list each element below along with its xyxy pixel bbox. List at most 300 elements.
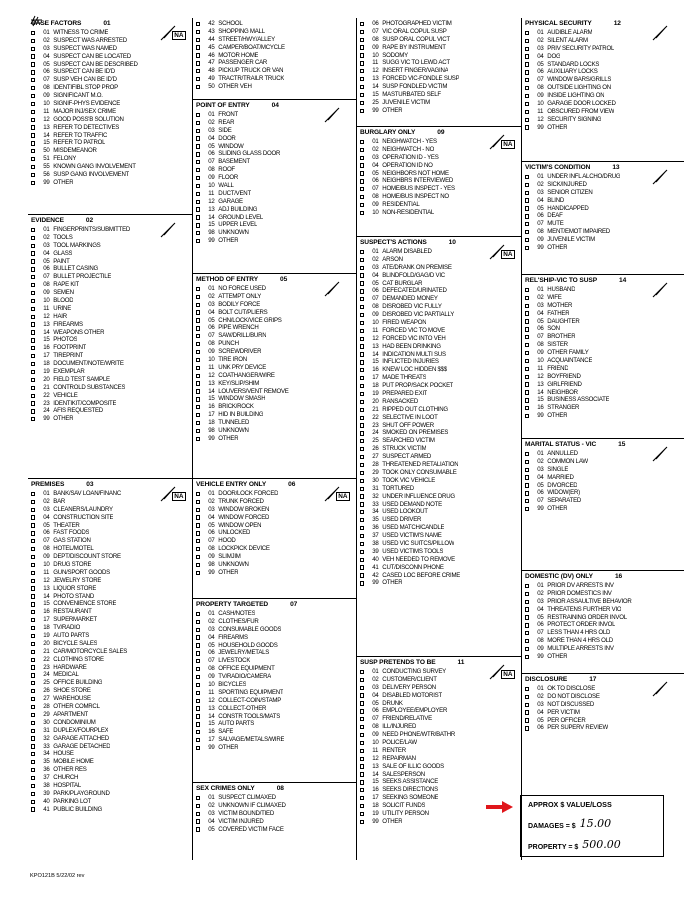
- checkbox[interactable]: [31, 39, 35, 43]
- checkbox[interactable]: [196, 144, 200, 148]
- checkbox[interactable]: [360, 542, 364, 546]
- checkbox-item[interactable]: [28, 608, 192, 616]
- checkbox[interactable]: [196, 61, 200, 65]
- checkbox[interactable]: [31, 228, 35, 232]
- checkbox[interactable]: [31, 658, 35, 662]
- na-box[interactable]: NA: [172, 31, 186, 40]
- checkbox[interactable]: [196, 397, 200, 401]
- checkbox[interactable]: [360, 494, 364, 498]
- checkbox[interactable]: [360, 344, 364, 348]
- checkbox-item[interactable]: [522, 228, 684, 236]
- checkbox[interactable]: [196, 326, 200, 330]
- checkbox[interactable]: [360, 266, 364, 270]
- checkbox[interactable]: [31, 594, 35, 598]
- checkbox-item[interactable]: [28, 68, 192, 76]
- checkbox[interactable]: [31, 299, 35, 303]
- checkbox-item[interactable]: [193, 301, 356, 309]
- checkbox-item[interactable]: [357, 319, 521, 327]
- checkbox-item[interactable]: [28, 305, 192, 313]
- checkbox-item[interactable]: [28, 313, 192, 321]
- checkbox-item[interactable]: [357, 209, 521, 217]
- checkbox[interactable]: [31, 157, 35, 161]
- checkbox-item[interactable]: [28, 155, 192, 163]
- checkbox-item[interactable]: [28, 774, 192, 782]
- checkbox[interactable]: [31, 618, 35, 622]
- checkbox[interactable]: [196, 643, 200, 647]
- checkbox[interactable]: [360, 757, 364, 761]
- checkbox[interactable]: [196, 295, 200, 299]
- checkbox-item[interactable]: [357, 548, 521, 556]
- checkbox[interactable]: [525, 703, 529, 707]
- checkbox[interactable]: [360, 518, 364, 522]
- checkbox[interactable]: [525, 647, 529, 651]
- checkbox[interactable]: [525, 592, 529, 596]
- checkbox-item[interactable]: [193, 610, 356, 618]
- checkbox-item[interactable]: [193, 174, 356, 182]
- checkbox-item[interactable]: [357, 731, 521, 739]
- checkbox-item[interactable]: [28, 258, 192, 266]
- checkbox-item[interactable]: [193, 506, 356, 514]
- checkbox[interactable]: [360, 796, 364, 800]
- checkbox-item[interactable]: [28, 368, 192, 376]
- checkbox[interactable]: [360, 502, 364, 506]
- checkbox[interactable]: [31, 386, 35, 390]
- checkbox[interactable]: [360, 30, 364, 34]
- checkbox[interactable]: [525, 206, 529, 210]
- checkbox[interactable]: [31, 125, 35, 129]
- checkbox[interactable]: [31, 47, 35, 51]
- checkbox-item[interactable]: [357, 715, 521, 723]
- checkbox-item[interactable]: [28, 344, 192, 352]
- checkbox[interactable]: [196, 746, 200, 750]
- checkbox-item[interactable]: [193, 198, 356, 206]
- checkbox-item[interactable]: [28, 514, 192, 522]
- checkbox[interactable]: [360, 203, 364, 207]
- checkbox[interactable]: [360, 487, 364, 491]
- checkbox[interactable]: [360, 187, 364, 191]
- checkbox-item[interactable]: [357, 771, 521, 779]
- checkbox[interactable]: [360, 101, 364, 105]
- checkbox-item[interactable]: [28, 782, 192, 790]
- checkbox-item[interactable]: [357, 778, 521, 786]
- checkbox[interactable]: [525, 639, 529, 643]
- checkbox-item[interactable]: [28, 695, 192, 703]
- checkbox-item[interactable]: [193, 649, 356, 657]
- checkbox-item[interactable]: [357, 295, 521, 303]
- checkbox[interactable]: [31, 362, 35, 366]
- checkbox[interactable]: [196, 635, 200, 639]
- checkbox-item[interactable]: [357, 99, 521, 107]
- na-box[interactable]: NA: [172, 492, 186, 501]
- na-box[interactable]: NA: [501, 670, 515, 679]
- checkbox[interactable]: [31, 62, 35, 66]
- checkbox-item[interactable]: [193, 166, 356, 174]
- checkbox[interactable]: [31, 118, 35, 122]
- checkbox[interactable]: [196, 366, 200, 370]
- checkbox[interactable]: [196, 508, 200, 512]
- checkbox[interactable]: [196, 374, 200, 378]
- checkbox-item[interactable]: [357, 107, 521, 115]
- checkbox-item[interactable]: [193, 332, 356, 340]
- checkbox-item[interactable]: [28, 281, 192, 289]
- checkbox-item[interactable]: [357, 83, 521, 91]
- checkbox-item[interactable]: [193, 736, 356, 744]
- checkbox-item[interactable]: [357, 201, 521, 209]
- checkbox-item[interactable]: [193, 28, 356, 36]
- checkbox[interactable]: [360, 179, 364, 183]
- checkbox[interactable]: [525, 175, 529, 179]
- checkbox-item[interactable]: [357, 508, 521, 516]
- checkbox[interactable]: [31, 776, 35, 780]
- checkbox[interactable]: [196, 215, 200, 219]
- checkbox-item[interactable]: [357, 437, 521, 445]
- checkbox-item[interactable]: [28, 632, 192, 640]
- checkbox-item[interactable]: [193, 340, 356, 348]
- checkbox[interactable]: [360, 281, 364, 285]
- checkbox-item[interactable]: [28, 593, 192, 601]
- checkbox[interactable]: [196, 168, 200, 172]
- checkbox[interactable]: [525, 507, 529, 511]
- checkbox[interactable]: [360, 258, 364, 262]
- checkbox-item[interactable]: [193, 403, 356, 411]
- checkbox[interactable]: [196, 45, 200, 49]
- checkbox[interactable]: [360, 400, 364, 404]
- checkbox-item[interactable]: [28, 616, 192, 624]
- checkbox-item[interactable]: [357, 453, 521, 461]
- checkbox[interactable]: [31, 689, 35, 693]
- checkbox-item[interactable]: [357, 75, 521, 83]
- checkbox[interactable]: [360, 148, 364, 152]
- checkbox-item[interactable]: [28, 61, 192, 69]
- checkbox[interactable]: [31, 354, 35, 358]
- checkbox-item[interactable]: [522, 318, 684, 326]
- checkbox[interactable]: [525, 191, 529, 195]
- checkbox-item[interactable]: [28, 790, 192, 798]
- checkbox[interactable]: [196, 714, 200, 718]
- checkbox[interactable]: [360, 510, 364, 514]
- property-value[interactable]: 500.00: [582, 838, 621, 851]
- checkbox[interactable]: [360, 463, 364, 467]
- checkbox[interactable]: [196, 722, 200, 726]
- checkbox[interactable]: [360, 297, 364, 301]
- checkbox[interactable]: [360, 431, 364, 435]
- checkbox-item[interactable]: [28, 798, 192, 806]
- checkbox[interactable]: [31, 500, 35, 504]
- checkbox-item[interactable]: [357, 52, 521, 60]
- checkbox[interactable]: [360, 329, 364, 333]
- checkbox[interactable]: [360, 305, 364, 309]
- checkbox-item[interactable]: [522, 84, 684, 92]
- checkbox-item[interactable]: [357, 564, 521, 572]
- checkbox-item[interactable]: [28, 679, 192, 687]
- checkbox[interactable]: [525, 499, 529, 503]
- checkbox[interactable]: [525, 359, 529, 363]
- checkbox[interactable]: [360, 69, 364, 73]
- checkbox-item[interactable]: [522, 701, 684, 709]
- checkbox-item[interactable]: [28, 53, 192, 61]
- checkbox[interactable]: [31, 768, 35, 772]
- checkbox-item[interactable]: [193, 372, 356, 380]
- checkbox[interactable]: [31, 681, 35, 685]
- checkbox-item[interactable]: [522, 717, 684, 725]
- checkbox-item[interactable]: [357, 351, 521, 359]
- checkbox[interactable]: [31, 673, 35, 677]
- checkbox-item[interactable]: [522, 45, 684, 53]
- checkbox[interactable]: [31, 236, 35, 240]
- checkbox-item[interactable]: [28, 600, 192, 608]
- checkbox[interactable]: [31, 705, 35, 709]
- checkbox-item[interactable]: [193, 728, 356, 736]
- checkbox[interactable]: [196, 381, 200, 385]
- checkbox[interactable]: [525, 246, 529, 250]
- checkbox-item[interactable]: [522, 61, 684, 69]
- checkbox-item[interactable]: [28, 806, 192, 814]
- checkbox-item[interactable]: [522, 53, 684, 61]
- checkbox[interactable]: [196, 85, 200, 89]
- checkbox-item[interactable]: [522, 474, 684, 482]
- checkbox-item[interactable]: [193, 794, 356, 802]
- checkbox-item[interactable]: [357, 272, 521, 280]
- checkbox[interactable]: [31, 665, 35, 669]
- checkbox[interactable]: [525, 367, 529, 371]
- checkbox-item[interactable]: [357, 556, 521, 564]
- checkbox-item[interactable]: [28, 132, 192, 140]
- checkbox-item[interactable]: [28, 687, 192, 695]
- checkbox[interactable]: [360, 423, 364, 427]
- checkbox[interactable]: [525, 62, 529, 66]
- checkbox[interactable]: [360, 250, 364, 254]
- checkbox[interactable]: [196, 342, 200, 346]
- checkbox[interactable]: [360, 109, 364, 113]
- checkbox[interactable]: [31, 346, 35, 350]
- checkbox-item[interactable]: [28, 171, 192, 179]
- checkbox-item[interactable]: [28, 376, 192, 384]
- checkbox[interactable]: [525, 78, 529, 82]
- checkbox-item[interactable]: [357, 692, 521, 700]
- checkbox[interactable]: [360, 171, 364, 175]
- checkbox[interactable]: [31, 86, 35, 90]
- checkbox[interactable]: [31, 181, 35, 185]
- checkbox[interactable]: [525, 726, 529, 730]
- checkbox-item[interactable]: [357, 162, 521, 170]
- checkbox-item[interactable]: [28, 569, 192, 577]
- checkbox[interactable]: [525, 406, 529, 410]
- checkbox[interactable]: [525, 335, 529, 339]
- checkbox-item[interactable]: [28, 147, 192, 155]
- checkbox-item[interactable]: [193, 182, 356, 190]
- checkbox-item[interactable]: [28, 336, 192, 344]
- checkbox[interactable]: [196, 691, 200, 695]
- checkbox-item[interactable]: [193, 59, 356, 67]
- checkbox-item[interactable]: [28, 750, 192, 758]
- checkbox-item[interactable]: [28, 545, 192, 553]
- checkbox[interactable]: [31, 102, 35, 106]
- damages-value[interactable]: 15.00: [579, 817, 612, 830]
- checkbox[interactable]: [31, 610, 35, 614]
- checkbox-item[interactable]: [193, 689, 356, 697]
- checkbox[interactable]: [525, 491, 529, 495]
- checkbox-item[interactable]: [357, 540, 521, 548]
- checkbox[interactable]: [196, 730, 200, 734]
- checkbox[interactable]: [196, 492, 200, 496]
- checkbox-item[interactable]: [522, 349, 684, 357]
- checkbox-item[interactable]: [522, 598, 684, 606]
- checkbox-item[interactable]: [193, 36, 356, 44]
- checkbox[interactable]: [196, 389, 200, 393]
- checkbox-item[interactable]: [193, 673, 356, 681]
- checkbox[interactable]: [31, 508, 35, 512]
- checkbox[interactable]: [360, 368, 364, 372]
- checkbox[interactable]: [31, 409, 35, 413]
- checkbox-item[interactable]: [522, 709, 684, 717]
- checkbox[interactable]: [360, 693, 364, 697]
- checkbox-item[interactable]: [522, 244, 684, 252]
- checkbox-item[interactable]: [193, 810, 356, 818]
- checkbox[interactable]: [360, 749, 364, 753]
- checkbox[interactable]: [196, 515, 200, 519]
- checkbox-item[interactable]: [522, 614, 684, 622]
- checkbox[interactable]: [360, 211, 364, 215]
- checkbox-item[interactable]: [357, 193, 521, 201]
- checkbox-item[interactable]: [522, 92, 684, 100]
- checkbox[interactable]: [31, 251, 35, 255]
- checkbox-item[interactable]: [193, 545, 356, 553]
- checkbox-item[interactable]: [193, 309, 356, 317]
- checkbox-item[interactable]: [28, 360, 192, 368]
- checkbox[interactable]: [525, 54, 529, 58]
- checkbox-item[interactable]: [193, 75, 356, 83]
- checkbox-item[interactable]: [522, 629, 684, 637]
- checkbox-item[interactable]: [522, 325, 684, 333]
- checkbox[interactable]: [360, 289, 364, 293]
- checkbox-item[interactable]: [522, 333, 684, 341]
- checkbox[interactable]: [196, 129, 200, 133]
- checkbox[interactable]: [525, 398, 529, 402]
- checkbox[interactable]: [31, 721, 35, 725]
- checkbox-item[interactable]: [522, 302, 684, 310]
- checkbox[interactable]: [196, 69, 200, 73]
- checkbox[interactable]: [360, 788, 364, 792]
- checkbox-item[interactable]: [522, 357, 684, 365]
- checkbox[interactable]: [31, 586, 35, 590]
- checkbox[interactable]: [31, 713, 35, 717]
- checkbox-item[interactable]: [357, 327, 521, 335]
- checkbox-item[interactable]: [193, 720, 356, 728]
- checkbox[interactable]: [196, 77, 200, 81]
- checkbox-item[interactable]: [357, 684, 521, 692]
- checkbox-item[interactable]: [193, 237, 356, 245]
- checkbox[interactable]: [31, 492, 35, 496]
- checkbox[interactable]: [196, 413, 200, 417]
- checkbox[interactable]: [196, 136, 200, 140]
- checkbox-item[interactable]: [357, 429, 521, 437]
- checkbox[interactable]: [196, 160, 200, 164]
- checkbox-item[interactable]: [357, 44, 521, 52]
- checkbox[interactable]: [196, 176, 200, 180]
- checkbox-item[interactable]: [522, 236, 684, 244]
- checkbox[interactable]: [525, 615, 529, 619]
- checkbox[interactable]: [196, 30, 200, 34]
- checkbox[interactable]: [196, 207, 200, 211]
- checkbox-item[interactable]: [522, 310, 684, 318]
- checkbox-item[interactable]: [522, 653, 684, 661]
- checkbox[interactable]: [360, 352, 364, 356]
- checkbox-item[interactable]: [28, 506, 192, 514]
- checkbox[interactable]: [360, 85, 364, 89]
- checkbox[interactable]: [31, 417, 35, 421]
- checkbox[interactable]: [360, 573, 364, 577]
- checkbox-item[interactable]: [357, 485, 521, 493]
- checkbox-item[interactable]: [357, 264, 521, 272]
- checkbox[interactable]: [360, 725, 364, 729]
- checkbox-item[interactable]: [357, 524, 521, 532]
- checkbox[interactable]: [525, 695, 529, 699]
- checkbox-item[interactable]: [193, 522, 356, 530]
- checkbox[interactable]: [31, 752, 35, 756]
- checkbox-item[interactable]: [357, 755, 521, 763]
- checkbox[interactable]: [196, 223, 200, 227]
- checkbox-item[interactable]: [357, 786, 521, 794]
- checkbox[interactable]: [525, 70, 529, 74]
- checkbox[interactable]: [360, 780, 364, 784]
- checkbox-item[interactable]: [357, 311, 521, 319]
- checkbox-item[interactable]: [193, 419, 356, 427]
- checkbox[interactable]: [31, 736, 35, 740]
- checkbox[interactable]: [31, 571, 35, 575]
- checkbox[interactable]: [360, 38, 364, 42]
- checkbox[interactable]: [360, 678, 364, 682]
- checkbox-item[interactable]: [357, 707, 521, 715]
- checkbox[interactable]: [31, 330, 35, 334]
- checkbox-item[interactable]: [28, 585, 192, 593]
- checkbox-item[interactable]: [193, 67, 356, 75]
- checkbox[interactable]: [525, 214, 529, 218]
- checkbox-item[interactable]: [193, 514, 356, 522]
- checkbox-item[interactable]: [522, 621, 684, 629]
- checkbox[interactable]: [196, 628, 200, 632]
- checkbox[interactable]: [360, 77, 364, 81]
- checkbox-item[interactable]: [28, 400, 192, 408]
- checkbox-item[interactable]: [28, 265, 192, 273]
- checkbox-item[interactable]: [193, 206, 356, 214]
- checkbox[interactable]: [31, 149, 35, 153]
- checkbox-item[interactable]: [522, 466, 684, 474]
- na-box[interactable]: NA: [336, 492, 350, 501]
- checkbox-item[interactable]: [28, 76, 192, 84]
- checkbox-item[interactable]: [357, 414, 521, 422]
- checkbox-item[interactable]: [357, 445, 521, 453]
- checkbox-item[interactable]: [522, 412, 684, 420]
- checkbox[interactable]: [360, 360, 364, 364]
- checkbox-item[interactable]: [522, 116, 684, 124]
- checkbox-item[interactable]: [193, 818, 356, 826]
- checkbox-item[interactable]: [357, 818, 521, 826]
- checkbox-item[interactable]: [522, 189, 684, 197]
- checkbox[interactable]: [196, 523, 200, 527]
- checkbox[interactable]: [31, 579, 35, 583]
- checkbox-item[interactable]: [357, 532, 521, 540]
- checkbox-item[interactable]: [193, 190, 356, 198]
- checkbox[interactable]: [31, 563, 35, 567]
- checkbox-item[interactable]: [357, 700, 521, 708]
- checkbox[interactable]: [360, 772, 364, 776]
- checkbox[interactable]: [360, 140, 364, 144]
- checkbox-item[interactable]: [357, 763, 521, 771]
- checkbox-item[interactable]: [357, 390, 521, 398]
- checkbox-item[interactable]: [28, 352, 192, 360]
- checkbox[interactable]: [525, 238, 529, 242]
- checkbox[interactable]: [196, 819, 200, 823]
